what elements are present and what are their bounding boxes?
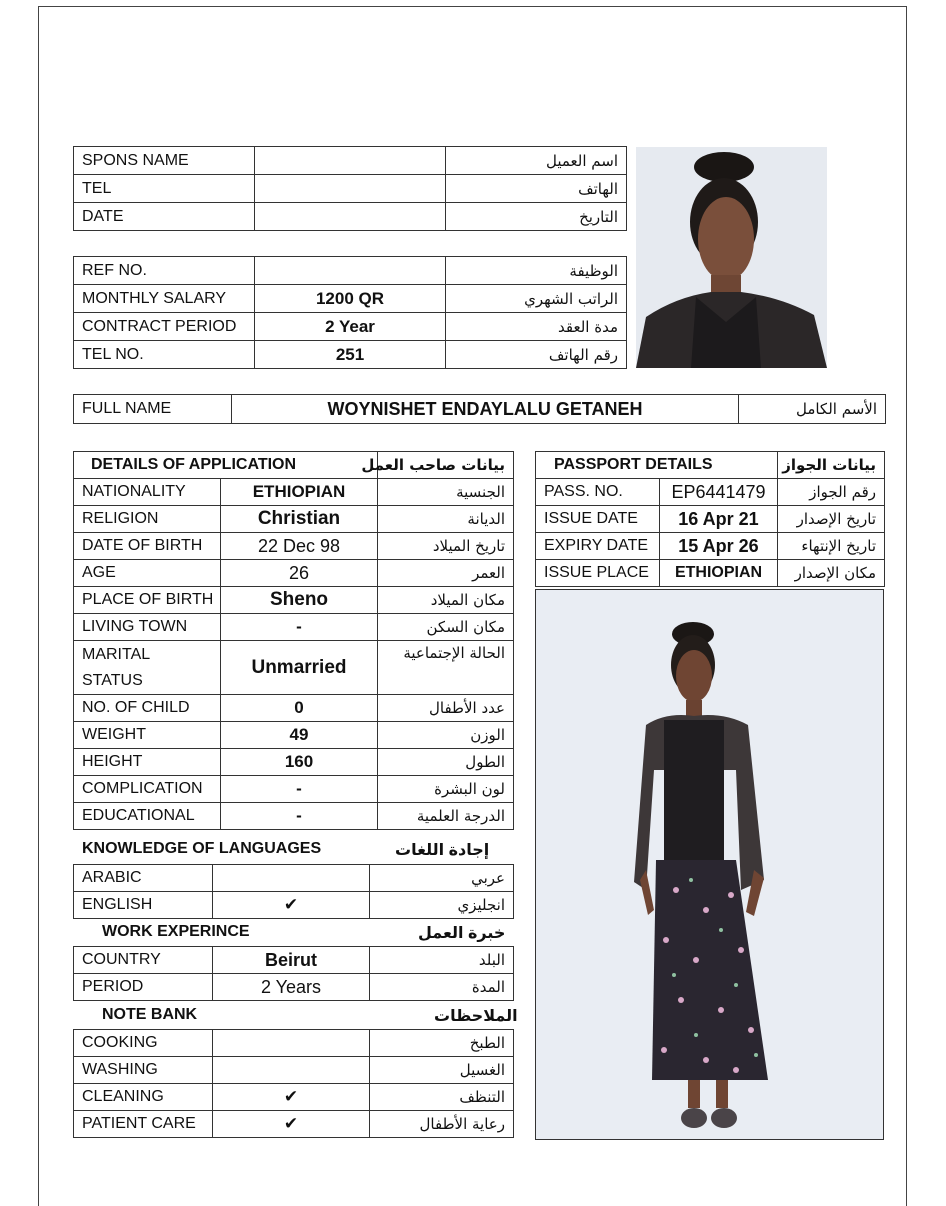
table-row — [74, 1057, 514, 1084]
table-row — [74, 892, 514, 919]
table-row — [536, 506, 885, 533]
field-value[interactable] — [255, 203, 446, 231]
table-row — [74, 285, 627, 313]
field-label: COOKING — [74, 1030, 213, 1057]
field-label: AGE — [74, 560, 221, 587]
full-name-value[interactable]: WOYNISHET ENDAYLALU GETANEH — [232, 395, 739, 424]
field-label-ar: اسم العميل — [446, 147, 627, 175]
table-row — [74, 1111, 514, 1138]
field-label-ar: رعاية الأطفال — [370, 1111, 514, 1138]
field-value[interactable]: 2 Years — [213, 974, 370, 1001]
field-label-ar: تاريخ الإصدار — [778, 506, 885, 533]
table-row — [74, 257, 627, 285]
checkmark-icon[interactable]: ✔ — [213, 1084, 370, 1111]
table-row — [74, 147, 627, 175]
field-label-ar: الطول — [378, 749, 514, 776]
full-name-table — [73, 394, 886, 424]
field-label-ar: العمر — [378, 560, 514, 587]
languages-title-ar: إجادة اللغات — [395, 842, 490, 859]
field-label-ar: مكان السكن — [378, 614, 514, 641]
field-value[interactable]: - — [221, 614, 378, 641]
table-row — [74, 560, 514, 587]
table-row — [74, 641, 514, 695]
table-row — [536, 479, 885, 506]
field-label: COMPLICATION — [74, 776, 221, 803]
field-label: ENGLISH — [74, 892, 213, 919]
field-label: EDUCATIONAL — [74, 803, 221, 830]
languages-title: KNOWLEDGE OF LANGUAGES — [82, 840, 322, 857]
field-label-ar: مكان الميلاد — [378, 587, 514, 614]
field-value[interactable]: 15 Apr 26 — [660, 533, 778, 560]
checkmark-icon[interactable] — [213, 865, 370, 892]
field-label-ar: الوظيفة — [446, 257, 627, 285]
table-row — [74, 175, 627, 203]
contract-table — [73, 256, 627, 369]
field-label-line1: MARITAL — [82, 645, 151, 663]
field-label-ar: الحالة الإجتماعية — [378, 641, 514, 695]
field-value[interactable]: 26 — [221, 560, 378, 587]
table-row — [74, 395, 886, 424]
field-label — [74, 641, 221, 695]
experience-table — [73, 946, 514, 1001]
notes-title: NOTE BANK — [102, 1006, 198, 1023]
field-label-ar: الجنسية — [378, 479, 514, 506]
checkmark-icon[interactable]: ✔ — [213, 1111, 370, 1138]
field-label: PLACE OF BIRTH — [74, 587, 221, 614]
table-row — [74, 313, 627, 341]
table-row — [74, 341, 627, 369]
field-value[interactable]: Christian — [221, 506, 378, 533]
field-label-line2: STATUS — [82, 671, 143, 689]
table-row — [74, 722, 514, 749]
field-label-ar: الوزن — [378, 722, 514, 749]
field-label: DATE OF BIRTH — [74, 533, 221, 560]
field-value[interactable]: 251 — [255, 341, 446, 369]
table-row — [74, 695, 514, 722]
table-row — [74, 974, 514, 1001]
field-label: NO. OF CHILD — [74, 695, 221, 722]
field-label-ar: البلد — [370, 947, 514, 974]
section-header — [74, 452, 514, 479]
field-label: TEL NO. — [74, 341, 255, 369]
field-label-ar: الهاتف — [446, 175, 627, 203]
field-label-ar: الراتب الشهري — [446, 285, 627, 313]
field-label-ar: رقم الهاتف — [446, 341, 627, 369]
field-label-ar: مكان الإصدار — [778, 560, 885, 587]
languages-table — [73, 864, 514, 919]
field-label: SPONS NAME — [74, 147, 255, 175]
field-label-ar: الغسيل — [370, 1057, 514, 1084]
table-row — [536, 533, 885, 560]
checkmark-icon[interactable] — [213, 1030, 370, 1057]
field-value[interactable]: 0 — [221, 695, 378, 722]
table-row — [536, 560, 885, 587]
field-value[interactable]: 160 — [221, 749, 378, 776]
field-value[interactable]: 22 Dec 98 — [221, 533, 378, 560]
field-label-ar: الديانة — [378, 506, 514, 533]
field-label-ar: الأسم الكامل — [739, 395, 886, 424]
table-row — [74, 479, 514, 506]
passport-table — [535, 451, 885, 587]
field-value[interactable] — [255, 175, 446, 203]
field-label: NATIONALITY — [74, 479, 221, 506]
field-label-ar: تاريخ الإنتهاء — [778, 533, 885, 560]
field-value[interactable]: - — [221, 776, 378, 803]
table-row — [74, 1084, 514, 1111]
section-title-ar: بيانات صاحب العمل — [378, 452, 514, 479]
table-row — [74, 614, 514, 641]
field-value[interactable]: EP6441479 — [660, 479, 778, 506]
field-label-ar: رقم الجواز — [778, 479, 885, 506]
field-label-ar: عربي — [370, 865, 514, 892]
table-row — [74, 587, 514, 614]
checkmark-icon[interactable] — [213, 1057, 370, 1084]
field-value[interactable]: - — [221, 803, 378, 830]
section-header — [536, 452, 885, 479]
field-label: ARABIC — [74, 865, 213, 892]
field-label-ar: التاريخ — [446, 203, 627, 231]
application-table — [73, 451, 514, 830]
experience-title: WORK EXPERINCE — [102, 923, 250, 940]
field-value[interactable] — [255, 257, 446, 285]
section-title: DETAILS OF APPLICATION — [74, 452, 378, 479]
field-label: RELIGION — [74, 506, 221, 533]
field-label: ISSUE DATE — [536, 506, 660, 533]
field-value[interactable]: 16 Apr 21 — [660, 506, 778, 533]
table-row — [74, 749, 514, 776]
field-label-ar: لون البشرة — [378, 776, 514, 803]
field-label-ar: عدد الأطفال — [378, 695, 514, 722]
field-label: FULL NAME — [74, 395, 232, 424]
sponsor-table — [73, 146, 627, 231]
field-label-ar: التنظف — [370, 1084, 514, 1111]
field-label: PERIOD — [74, 974, 213, 1001]
field-label: REF NO. — [74, 257, 255, 285]
field-value[interactable]: 1200 QR — [255, 285, 446, 313]
field-label: DATE — [74, 203, 255, 231]
field-label: ISSUE PLACE — [536, 560, 660, 587]
table-row — [74, 1030, 514, 1057]
table-row — [74, 947, 514, 974]
table-row — [74, 533, 514, 560]
field-label-ar: انجليزي — [370, 892, 514, 919]
field-label-ar: الدرجة العلمية — [378, 803, 514, 830]
field-value[interactable]: ETHIOPIAN — [660, 560, 778, 587]
field-label: LIVING TOWN — [74, 614, 221, 641]
field-value[interactable]: Beirut — [213, 947, 370, 974]
notes-table — [73, 1029, 514, 1138]
field-label: WEIGHT — [74, 722, 221, 749]
field-label: COUNTRY — [74, 947, 213, 974]
field-label: TEL — [74, 175, 255, 203]
experience-title-ar: خبرة العمل — [418, 925, 506, 942]
field-label-ar: تاريخ الميلاد — [378, 533, 514, 560]
field-value[interactable]: Unmarried — [221, 641, 378, 695]
field-label: WASHING — [74, 1057, 213, 1084]
field-label-ar: الطبخ — [370, 1030, 514, 1057]
table-row — [74, 865, 514, 892]
field-value[interactable]: 49 — [221, 722, 378, 749]
field-label: CLEANING — [74, 1084, 213, 1111]
field-label: HEIGHT — [74, 749, 221, 776]
field-label-ar: مدة العقد — [446, 313, 627, 341]
full-body-photo — [535, 589, 884, 1140]
field-label: PASS. NO. — [536, 479, 660, 506]
field-value[interactable]: Sheno — [221, 587, 378, 614]
table-row — [74, 203, 627, 231]
table-row — [74, 776, 514, 803]
field-value[interactable]: 2 Year — [255, 313, 446, 341]
section-title-ar: بيانات الجواز — [778, 452, 885, 479]
field-value[interactable]: ETHIOPIAN — [221, 479, 378, 506]
portrait-photo — [636, 147, 827, 368]
table-row — [74, 803, 514, 830]
checkmark-icon[interactable]: ✔ — [213, 892, 370, 919]
notes-title-ar: الملاحظات — [434, 1008, 518, 1025]
field-label-ar: المدة — [370, 974, 514, 1001]
field-label: EXPIRY DATE — [536, 533, 660, 560]
field-label: CONTRACT PERIOD — [74, 313, 255, 341]
field-label: MONTHLY SALARY — [74, 285, 255, 313]
field-value[interactable] — [255, 147, 446, 175]
section-title: PASSPORT DETAILS — [536, 452, 778, 479]
field-label: PATIENT CARE — [74, 1111, 213, 1138]
table-row — [74, 506, 514, 533]
